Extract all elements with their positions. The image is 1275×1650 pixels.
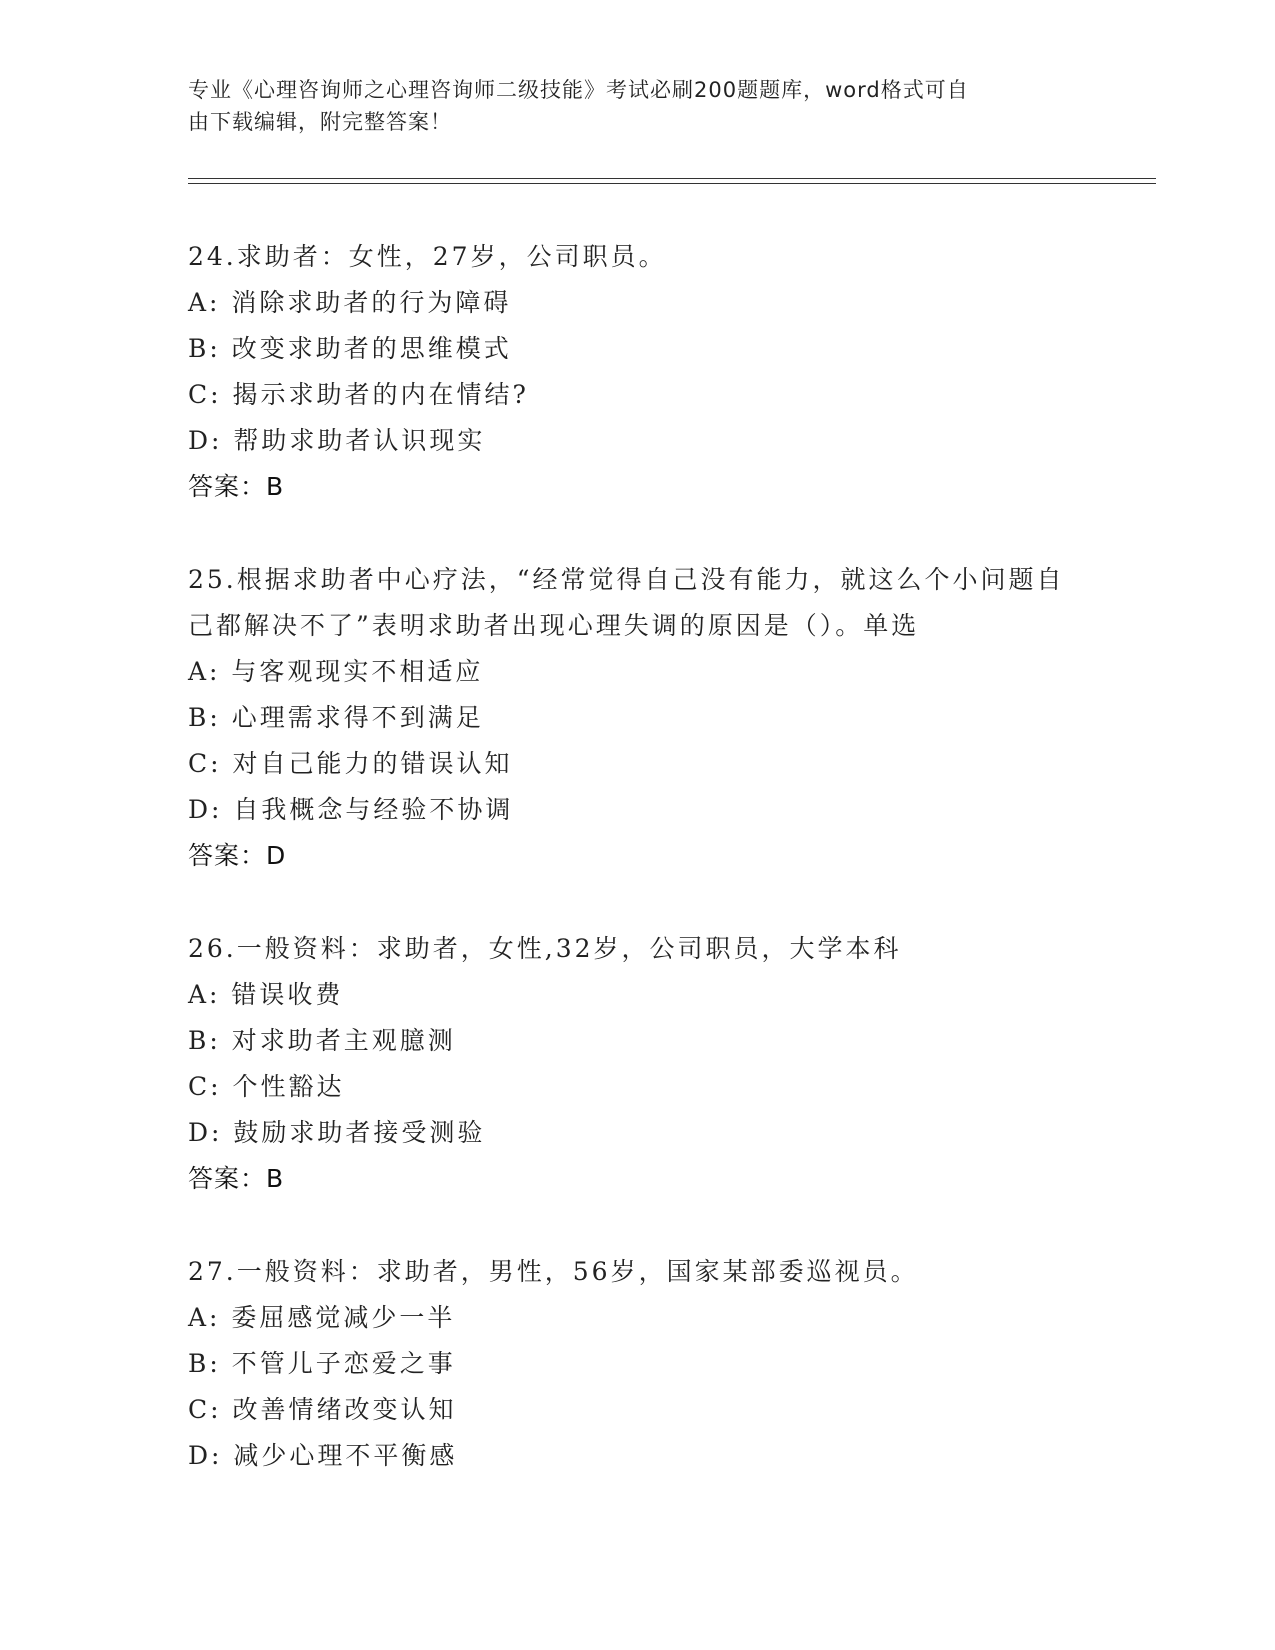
option-d: D: 减少心理不平衡感	[188, 1441, 458, 1470]
question-stem: 24.求助者：女性，27岁，公司职员。	[188, 242, 667, 271]
option-a: A: 错误收费	[188, 980, 344, 1009]
question-26	[188, 926, 1088, 1202]
option-c: C: 揭示求助者的内在情结?	[188, 380, 529, 409]
option-c: C: 对自己能力的错误认知	[188, 749, 513, 778]
option-a: A: 消除求助者的行为障碍	[188, 288, 512, 317]
option-b: B: 改变求助者的思维模式	[188, 334, 512, 363]
option-b: B: 心理需求得不到满足	[188, 703, 484, 732]
question-24	[188, 234, 1088, 510]
option-c: C: 个性豁达	[188, 1072, 345, 1101]
header-divider-top	[188, 178, 1156, 179]
header-line-2: 由下载编辑，附完整答案！	[188, 110, 452, 134]
option-a: A: 与客观现实不相适应	[188, 657, 484, 686]
option-b: B: 对求助者主观臆测	[188, 1026, 456, 1055]
option-a: A: 委屈感觉减少一半	[188, 1303, 456, 1332]
question-stem: 26.一般资料：求助者，女性,32岁，公司职员，大学本科	[188, 934, 902, 963]
header-divider-bottom	[188, 183, 1156, 184]
question-stem: 25.根据求助者中心疗法，“经常觉得自己没有能力，就这么个小问题自己都解决不了”表明求助者出现心理失调的原因是（）。单选	[188, 565, 1065, 640]
question-27	[188, 1249, 1088, 1479]
question-stem: 27.一般资料：求助者，男性，56岁，国家某部委巡视员。	[188, 1257, 919, 1286]
question-25	[188, 557, 1088, 879]
answer-label: 答案：B	[188, 1164, 285, 1193]
header-line-1: 专业《心理咨询师之心理咨询师二级技能》考试必刷200题题库，word格式可自	[188, 78, 969, 102]
option-b: B: 不管儿子恋爱之事	[188, 1349, 456, 1378]
option-c: C: 改善情绪改变认知	[188, 1395, 457, 1424]
question-list	[188, 234, 1088, 1526]
option-d: D: 帮助求助者认识现实	[188, 426, 486, 455]
answer-label: 答案：B	[188, 472, 285, 501]
option-d: D: 自我概念与经验不协调	[188, 795, 514, 824]
option-d: D: 鼓励求助者接受测验	[188, 1118, 486, 1147]
answer-label: 答案：D	[188, 841, 287, 870]
document-header	[188, 74, 1088, 138]
